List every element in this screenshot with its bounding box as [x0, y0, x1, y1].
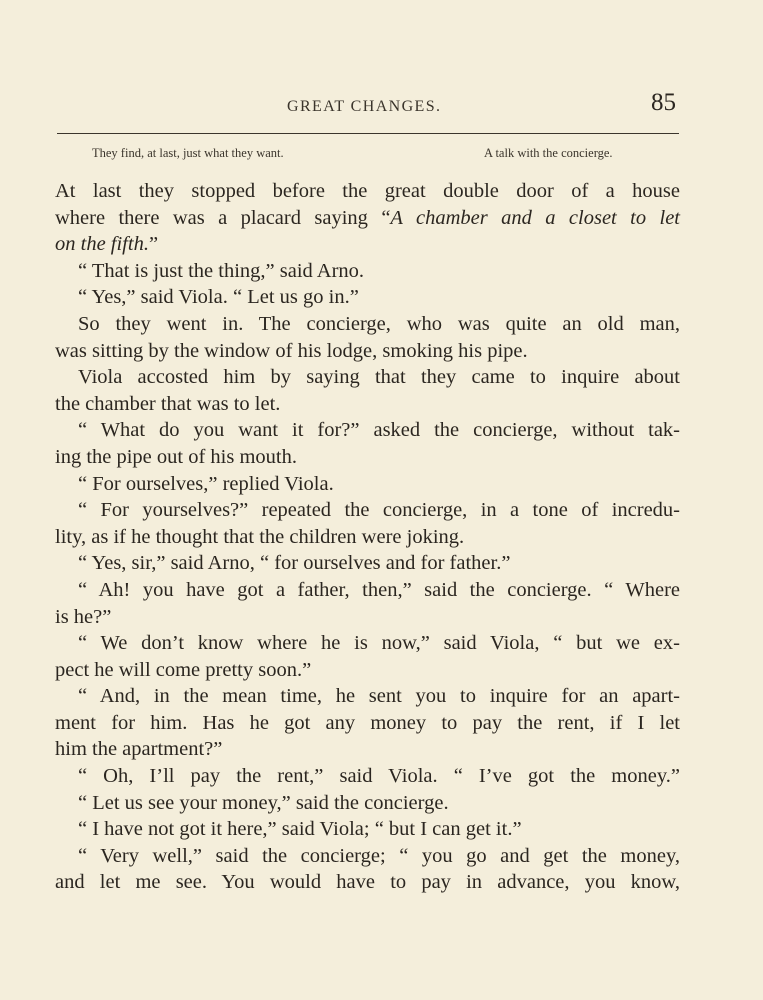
text-span: ” [148, 233, 159, 256]
placard-text: on the fifth. [55, 233, 149, 256]
placard-text: A chamber and a closet to let [390, 206, 681, 229]
text-line: “ And, in the mean time, he sent you to inquire for an apart- [78, 685, 680, 708]
text-line: the chamber that was to let. [55, 392, 281, 415]
header-rule [57, 133, 679, 134]
text-line: “ For ourselves,” replied Viola. [78, 472, 334, 495]
subhead-left: They find, at last, just what they want. [92, 146, 284, 160]
text-line: ing the pipe out of his mouth. [55, 445, 297, 468]
text-line: him the apartment?” [55, 738, 223, 761]
text-line: Viola accosted him by saying that they came to inquire about [78, 366, 680, 389]
text-line: “ I have not got it here,” said Viola; “ but I can get it.” [78, 818, 522, 841]
text-line: So they went in. The concierge, who was quite an old man, [78, 312, 680, 335]
text-line: and let me see. You would have to pay in advance, you know, [55, 871, 680, 894]
text-line: lity, as if he thought that the children were joking. [55, 525, 465, 548]
text-line: At last they stopped before the great double door of a house [55, 180, 680, 202]
page-number: 85 [651, 89, 676, 116]
text-line: “ For yourselves?” repeated the concierge, in a tone of incredu- [78, 499, 680, 522]
text-line: “ We don’t know where he is now,” said Viola, “ but we ex- [78, 632, 680, 655]
text-line [55, 231, 680, 258]
text-line: was sitting by the window of his lodge, smoking his pipe. [55, 339, 528, 362]
text-line: “ Oh, I’ll pay the rent,” said Viola. “ I’ve got the money.” [78, 765, 680, 788]
text-line: ment for him. Has he got any money to pay the rent, if I let [55, 711, 680, 734]
running-title: GREAT CHANGES. [287, 98, 442, 115]
text-line: “ That is just the thing,” said Arno. [78, 259, 365, 282]
subhead-right: A talk with the concierge. [484, 146, 613, 160]
text-line: “ Ah! you have got a father, then,” said the concierge. “ Where [78, 578, 680, 601]
text-line: “ Yes,” said Viola. “ Let us go in.” [78, 286, 359, 309]
text-line [55, 205, 680, 232]
text-line: pect he will come pretty soon.” [55, 658, 312, 681]
text-line: “ What do you want it for?” asked the concierge, without tak- [78, 419, 680, 442]
text-line: “ Let us see your money,” said the concierge. [78, 791, 449, 814]
text-line: “ Very well,” said the concierge; “ you go and get the money, [78, 844, 680, 867]
text-line: is he?” [55, 605, 112, 628]
text-span: where there was a placard saying “ [55, 206, 391, 229]
body-text [55, 178, 680, 896]
running-head [0, 88, 763, 128]
text-line: “ Yes, sir,” said Arno, “ for ourselves and for father.” [78, 552, 511, 575]
